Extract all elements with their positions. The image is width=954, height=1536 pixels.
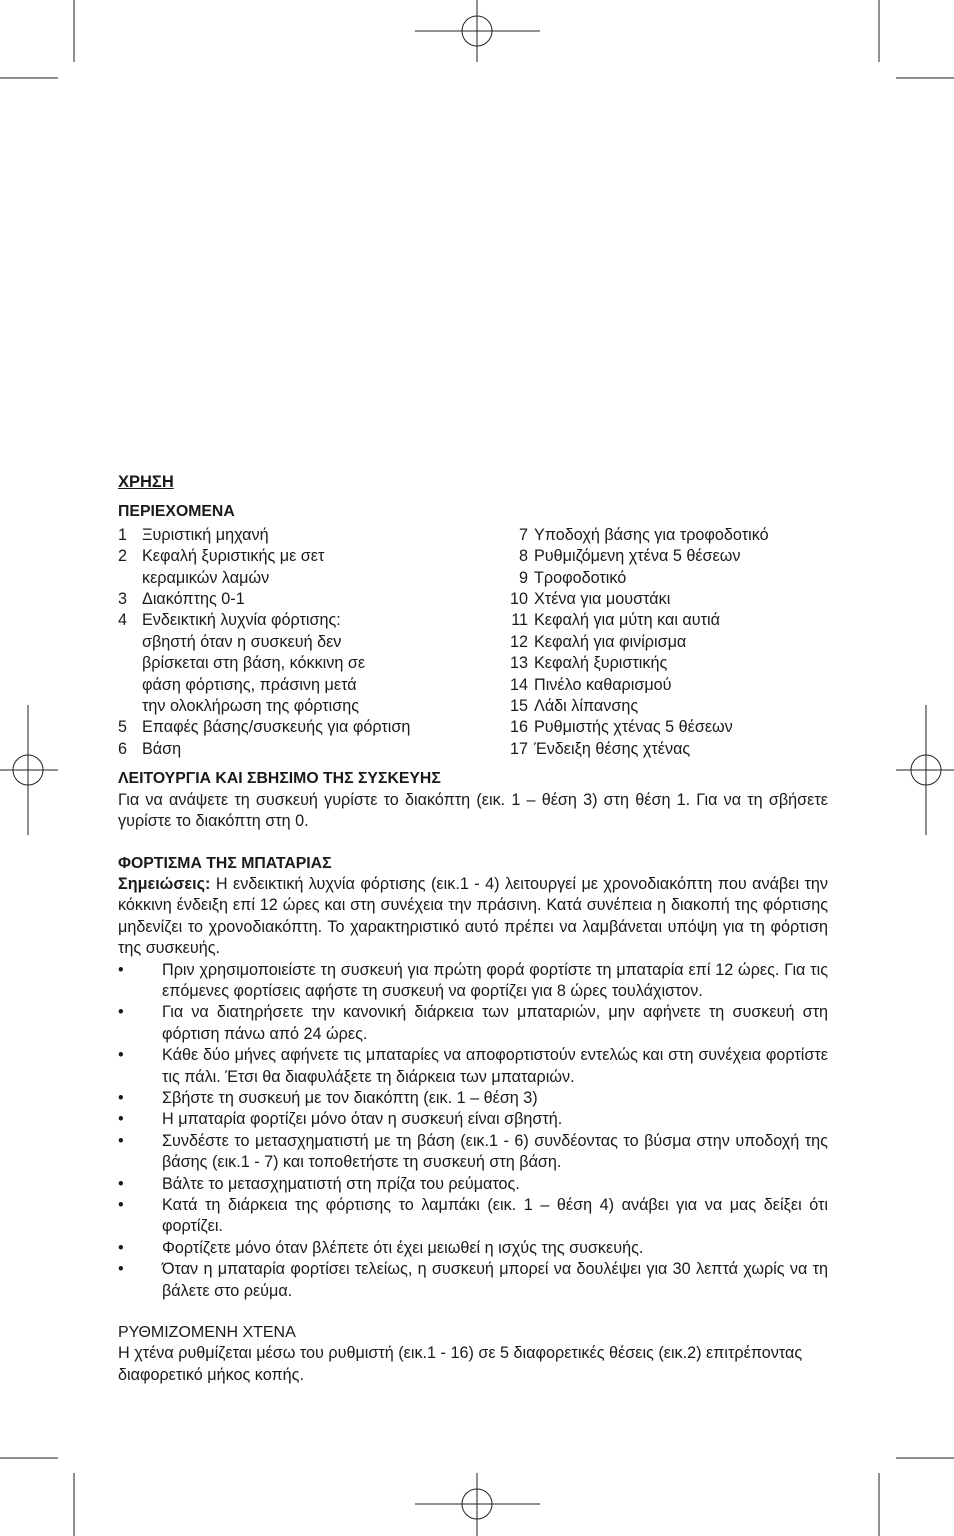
contents-item [118, 546, 468, 589]
contents-item-text [142, 739, 468, 760]
contents-item-text [534, 546, 828, 567]
registration-mark-right [896, 705, 954, 835]
bullet-text: Η μπαταρία φορτίζει μόνο όταν η συσκευή είναι σβηστή. [162, 1110, 563, 1129]
contents-item-text [534, 717, 828, 738]
contents-item-line: βρίσκεται στη βάση, κόκκινη σε [142, 654, 366, 673]
bullet-item [118, 1238, 828, 1259]
contents-item-line: φάση φόρτισης, πράσινη μετά [142, 675, 357, 694]
bullet-icon: • [118, 1196, 124, 1214]
contents-item-number: 8 [518, 547, 528, 566]
contents-item-line: την ολοκλήρωση της φόρτισης [142, 697, 360, 716]
bullet-item [118, 1259, 828, 1302]
bullet-text: Κατά τη διάρκεια της φόρτισης το λαμπάκι (εικ. 1 – θέση 4) ανάβει για να μας δείξει ότι φορτίζει. [162, 1196, 828, 1236]
bullet-text: Πριν χρησιμοποιείστε τη συσκευή για πρώτη φορά φορτίστε τη μπαταρία επί 12 ώρες. Για τις επόμενες φορτίσεις αφήστε τη συσκευή να φορτίζει για 8 ώρες τουλάχιστον. [162, 960, 828, 1000]
contents-item-line: Ρυθμιζόμενη χτένα 5 θέσεων [534, 547, 741, 566]
registration-mark-left [0, 705, 58, 835]
contents-item [498, 525, 828, 546]
contents-item-line: Κεφαλή ξυριστικής [534, 654, 668, 673]
contents-item [498, 739, 828, 760]
contents-item-number: 15 [509, 697, 528, 716]
contents-list-left [118, 525, 468, 760]
contents-item [498, 589, 828, 610]
bullet-icon: • [118, 960, 124, 979]
contents-item-number: 7 [518, 525, 528, 544]
bullet-text: Όταν η μπαταρία φορτίσει τελείως, η συσκευή μπορεί να δουλέψει για 30 λεπτά χωρίς να τη βάλετε στο ρεύμα. [162, 1260, 828, 1300]
contents-item-text [534, 610, 828, 631]
bullet-text: Για να διατηρήσετε την κανονική διάρκεια των μπαταριών, μην αφήνετε τη συσκευή στη φόρτιση πάνω από 24 ώρες. [162, 1003, 828, 1043]
contents-item-line: Ενδεικτική λυχνία φόρτισης: [142, 611, 341, 630]
document-title: ΧΡΗΣΗ [118, 473, 174, 491]
contents-item [118, 610, 468, 717]
bullet-text: Βάλτε το μετασχηματιστή στη πρίζα του ρεύματος. [162, 1174, 520, 1193]
contents-item-number: 1 [118, 525, 128, 544]
contents-item [118, 525, 468, 546]
contents-item-line: Διακόπτης 0-1 [142, 590, 245, 609]
bullet-text: Κάθε δύο μήνες αφήνετε τις μπαταρίες να αποφορτιστούν εντελώς και στη συνέχεια φορτίστε τις πάλι. Έτσι θα διαφυλάξετε τη διάρκεια των μπαταριών. [162, 1046, 828, 1086]
contents-item-line: σβηστή όταν η συσκευή δεν [142, 632, 342, 651]
contents-item-line: Ένδειξη θέσης χτένας [534, 739, 691, 758]
registration-mark-top [415, 0, 540, 62]
bullet-item [118, 1195, 828, 1238]
contents-item-text [534, 589, 828, 610]
contents-item-line: Ξυριστική μηχανή [142, 525, 269, 544]
contents-item-text [534, 568, 828, 589]
contents-item [498, 696, 828, 717]
contents-item-number: 10 [509, 590, 528, 609]
contents-item-number: 11 [511, 611, 528, 630]
contents-item-line: Υποδοχή βάσης για τροφοδοτικό [534, 525, 769, 544]
contents-item-number: 5 [118, 718, 128, 737]
contents-item-number: 4 [118, 611, 128, 630]
contents-item-number: 17 [509, 739, 528, 758]
contents-item-number: 16 [509, 718, 528, 737]
contents-item-text [534, 525, 828, 546]
contents-list-right [498, 525, 828, 760]
bullet-icon: • [118, 1088, 124, 1107]
contents-item-line: Κεφαλή ξυριστικής με σετ [142, 547, 325, 566]
contents-item [118, 589, 468, 610]
comb-heading: ΡΥΘΜΙΖΟΜΕΝΗ ΧΤΕΝΑ [118, 1324, 296, 1342]
contents-item-line: Βάση [142, 739, 182, 758]
contents-item [498, 546, 828, 567]
bullet-item [118, 1174, 828, 1195]
comb-text: Η χτένα ρυθμίζεται μέσω του ρυθμιστή (εικ.1 - 16) σε 5 διαφορετικές θέσεις (εικ.2) επιτρέποντας διαφορετικό μήκος κοπής. [118, 1344, 803, 1384]
charging-note [118, 874, 828, 960]
contents-heading: ΠΕΡΙΕΧΟΜΕΝΑ [118, 503, 235, 521]
note-label: Σημειώσεις: [118, 874, 211, 893]
contents-item-line: Χτένα για μουστάκι [534, 590, 671, 609]
bullet-icon: • [118, 1174, 124, 1193]
contents-item-number: 6 [118, 739, 128, 758]
contents-item-number: 13 [509, 654, 528, 673]
contents-item-text [534, 696, 828, 717]
contents-item-number: 9 [518, 568, 528, 587]
bullet-text: Φορτίζετε μόνο όταν βλέπετε ότι έχει μειωθεί η ισχύς της συσκευής. [162, 1238, 644, 1257]
contents-item-line: Κεφαλή για φινίρισμα [534, 632, 687, 651]
contents-item-text [534, 739, 828, 760]
bullet-icon: • [118, 1003, 124, 1022]
contents-item-text [142, 546, 468, 589]
contents-item-line: Ρυθμιστής χτένας 5 θέσεων [534, 718, 733, 737]
contents-item-text [534, 675, 828, 696]
document-body [118, 472, 828, 1386]
bullet-icon: • [118, 1131, 124, 1150]
contents-item-text [142, 717, 468, 738]
contents-item [498, 675, 828, 696]
contents-item-number: 3 [118, 590, 128, 609]
contents-item [498, 632, 828, 653]
bullet-icon: • [118, 1046, 124, 1065]
bullet-item [118, 1002, 828, 1045]
bullet-icon: • [118, 1260, 124, 1279]
charging-heading: ΦΟΡΤΙΣΜΑ ΤΗΣ ΜΠΑΤΑΡΙΑΣ [118, 854, 332, 872]
contents-item-text [142, 610, 468, 717]
bullet-icon: • [118, 1110, 124, 1129]
contents-item-number: 12 [509, 632, 528, 651]
bullet-item [118, 1088, 828, 1109]
contents-item-text [142, 589, 468, 610]
bullet-item [118, 960, 828, 1003]
contents-item [118, 717, 468, 738]
comb-section [118, 1322, 828, 1386]
contents-columns [118, 525, 828, 760]
registration-mark-bottom [415, 1473, 540, 1536]
contents-item [498, 653, 828, 674]
contents-item-line: Λάδι λίπανσης [534, 697, 639, 716]
contents-item-text [142, 525, 468, 546]
contents-item-line: Πινέλο καθαρισμού [534, 675, 672, 694]
contents-item-text [534, 632, 828, 653]
contents-item [118, 739, 468, 760]
charging-bullet-list [118, 960, 828, 1303]
bullet-item [118, 1109, 828, 1130]
contents-item-line: Τροφοδοτικό [534, 568, 627, 587]
bullet-item [118, 1131, 828, 1174]
bullet-item [118, 1045, 828, 1088]
contents-item-line: Επαφές βάσης/συσκευής για φόρτιση [142, 718, 411, 737]
bullet-icon: • [118, 1238, 124, 1257]
contents-item-number: 2 [118, 547, 128, 566]
contents-item-line: κεραμικών λαμών [142, 568, 270, 587]
bullet-text: Σβήστε τη συσκευή με τον διακόπτη (εικ. 1 – θέση 3) [162, 1088, 538, 1107]
contents-item [498, 610, 828, 631]
onoff-section [118, 768, 828, 832]
onoff-heading: ΛΕΙΤΟΥΡΓΙΑ ΚΑΙ ΣΒΗΣΙΜΟ ΤΗΣ ΣΥΣΚΕΥΗΣ [118, 770, 441, 788]
contents-item [498, 568, 828, 589]
charging-section [118, 853, 828, 1303]
contents-section [118, 501, 828, 760]
onoff-text: Για να ανάψετε τη συσκευή γυρίστε το διακόπτη (εικ. 1 – θέση 3) στη θέση 1. Για να τη σβήσετε γυρίστε το διακόπτη στη 0. [118, 790, 828, 831]
bullet-text: Συνδέστε το μετασχηματιστή με τη βάση (εικ.1 - 6) συνδέοντας το βύσμα στην υποδοχή της βάσης (εικ.1 - 7) και τοποθετήστε τη συσκευή στη βάση. [162, 1131, 828, 1172]
contents-item-line: Κεφαλή για μύτη και αυτιά [534, 611, 720, 630]
contents-item-text [534, 653, 828, 674]
contents-item-number: 14 [509, 675, 528, 694]
note-text: Η ενδεικτική λυχνία φόρτισης (εικ.1 - 4) λειτουργεί με χρονοδιακόπτη που ανάβει την κόκκινη ένδειξη επί 12 ώρες και στη συνέχεια την πράσινη. Κατά συνέπεια η διακοπή της φόρτισης μηδενίζει το χρονοδιακόπτη. Το χαρακτηριστικό αυτό πρέπει να λαμβάνεται υπόψη για τη φόρτιση της συσκευής. [118, 874, 828, 958]
contents-item [498, 717, 828, 738]
